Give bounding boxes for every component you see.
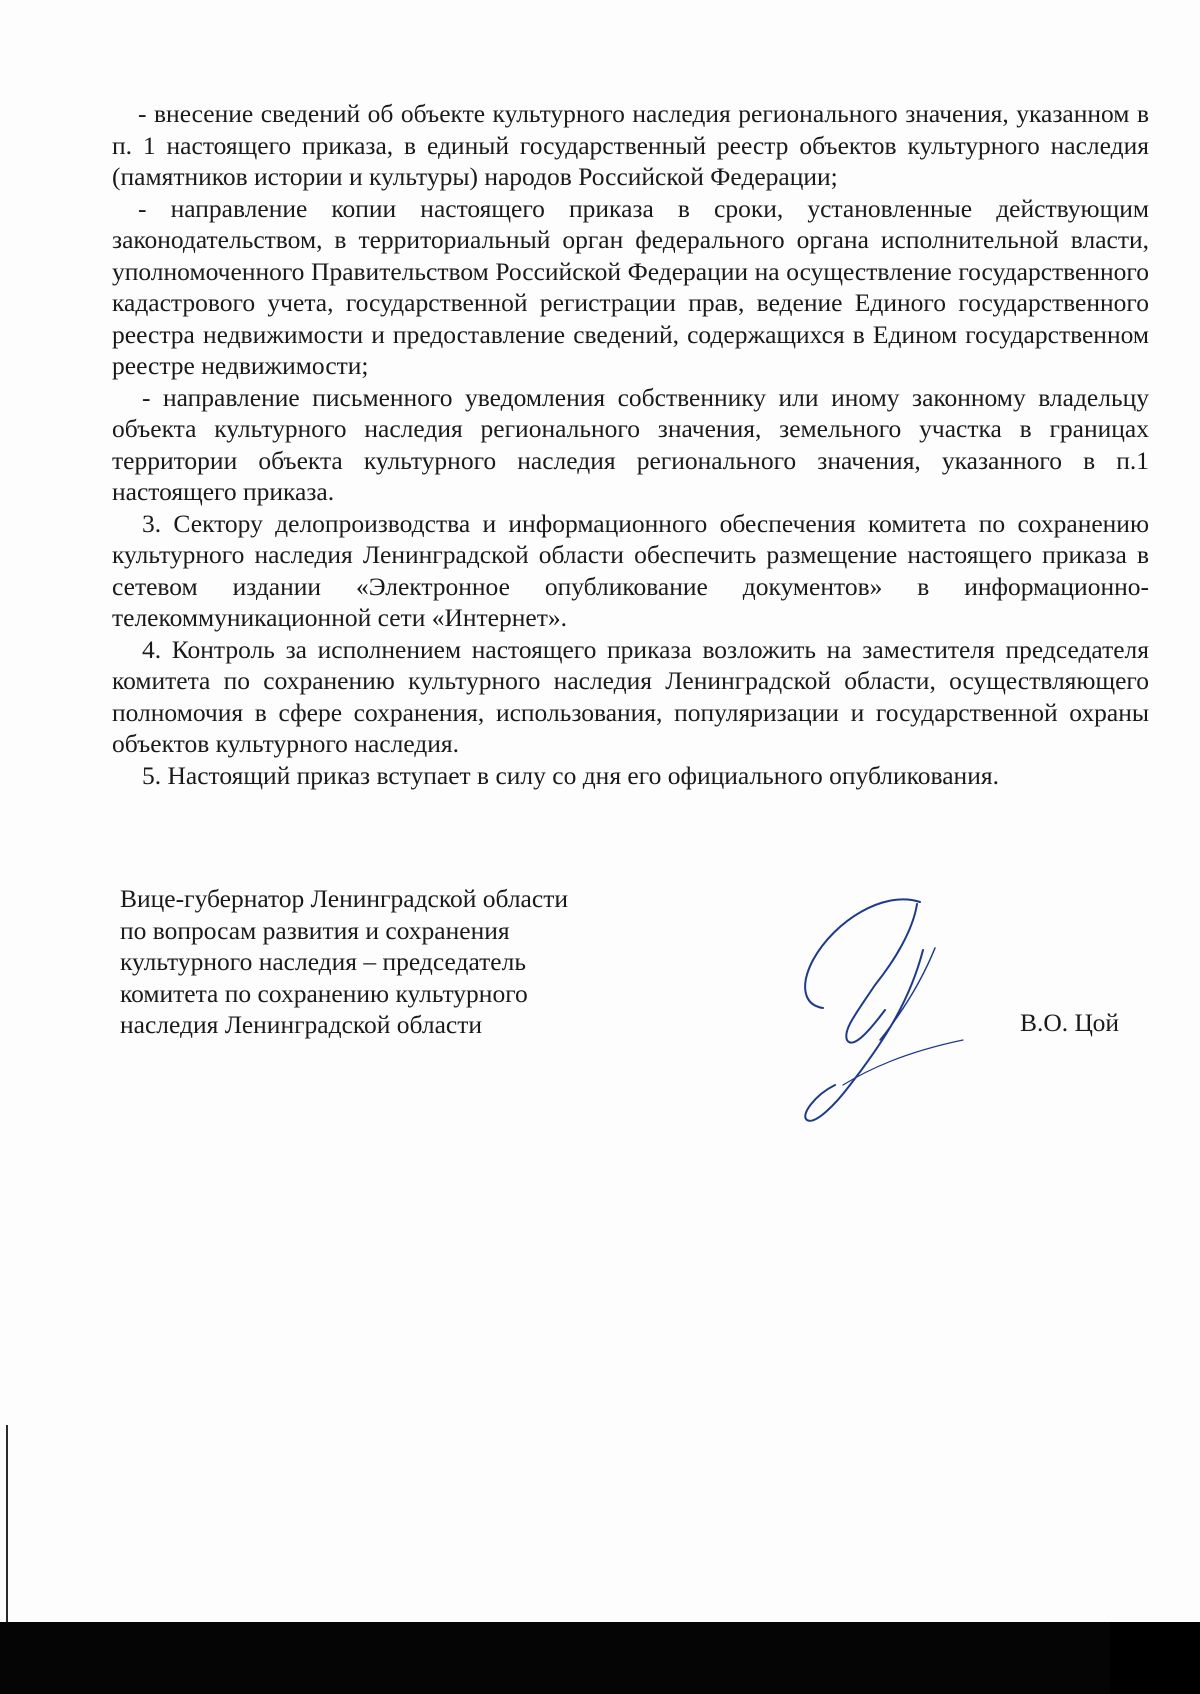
paragraph-item-4: 4. Контроль за исполнением настоящего приказа возложить на заместителя председателя комитета по сохранению культурного наследия Ленинградской области, осуществляющего полномочия в сфере сохранения, использования, популяризации и государственной охраны объектов культурного наследия. — [112, 634, 1149, 758]
paragraph-item-5: 5. Настоящий приказ вступает в силу со дня его официального опубликования. — [142, 760, 999, 790]
scan-edge-line — [6, 1425, 8, 1625]
paragraph-copy-direction: - направление копии настоящего приказа в сроки, установленные действующим законодательством, в территориальный орган федерального органа исполнительной власти, уполномоченного Правительством Российской Федерации на осуществление государственного кадастрового учета, государственной регистрации прав, ведение Единого государственного реестра недвижимости и предоставление сведений, содержащихся в Едином государственном реестре недвижимости; — [112, 193, 1149, 380]
paragraph-registry-entry: - внесение сведений об объекте культурного наследия регионального значения, указанном в п. 1 настоящего приказа, в единый государственный реестр объектов культурного наследия (памятников истории и культуры) народов Российской Федерации; — [112, 99, 1149, 191]
signatory-position — [120, 883, 640, 1041]
paragraph-item-3: 3. Сектору делопроизводства и информационного обеспечения комитета по сохранению культурного наследия Ленинградской области обеспечить размещение настоящего приказа в сетевом издании «Электронное опубликование документов» в информационно-телекоммуникационной сети «Интернет». — [112, 508, 1149, 632]
position-line: культурного наследия – председатель — [120, 947, 526, 976]
handwritten-signature — [795, 890, 975, 1130]
scanner-border-tab — [1110, 1622, 1200, 1694]
position-line: Вице-губернатор Ленинградской области — [120, 884, 568, 913]
position-line: по вопросам развития и сохранения — [120, 915, 510, 945]
scanner-border-bar — [0, 1622, 1200, 1694]
signer-name: В.О. Цой — [1020, 1008, 1120, 1037]
position-line: комитета по сохранению культурного — [120, 978, 528, 1008]
paragraph-owner-notification: - направление письменного уведомления собственнику или иному законному владельцу объекта культурного наследия регионального значения, земельного участка в границах территории объекта культурного наследия регионального значения, указанного в п.1 настоящего приказа. — [112, 382, 1149, 506]
position-line: наследия Ленинградской области — [120, 1010, 483, 1039]
document-body — [112, 98, 1149, 791]
